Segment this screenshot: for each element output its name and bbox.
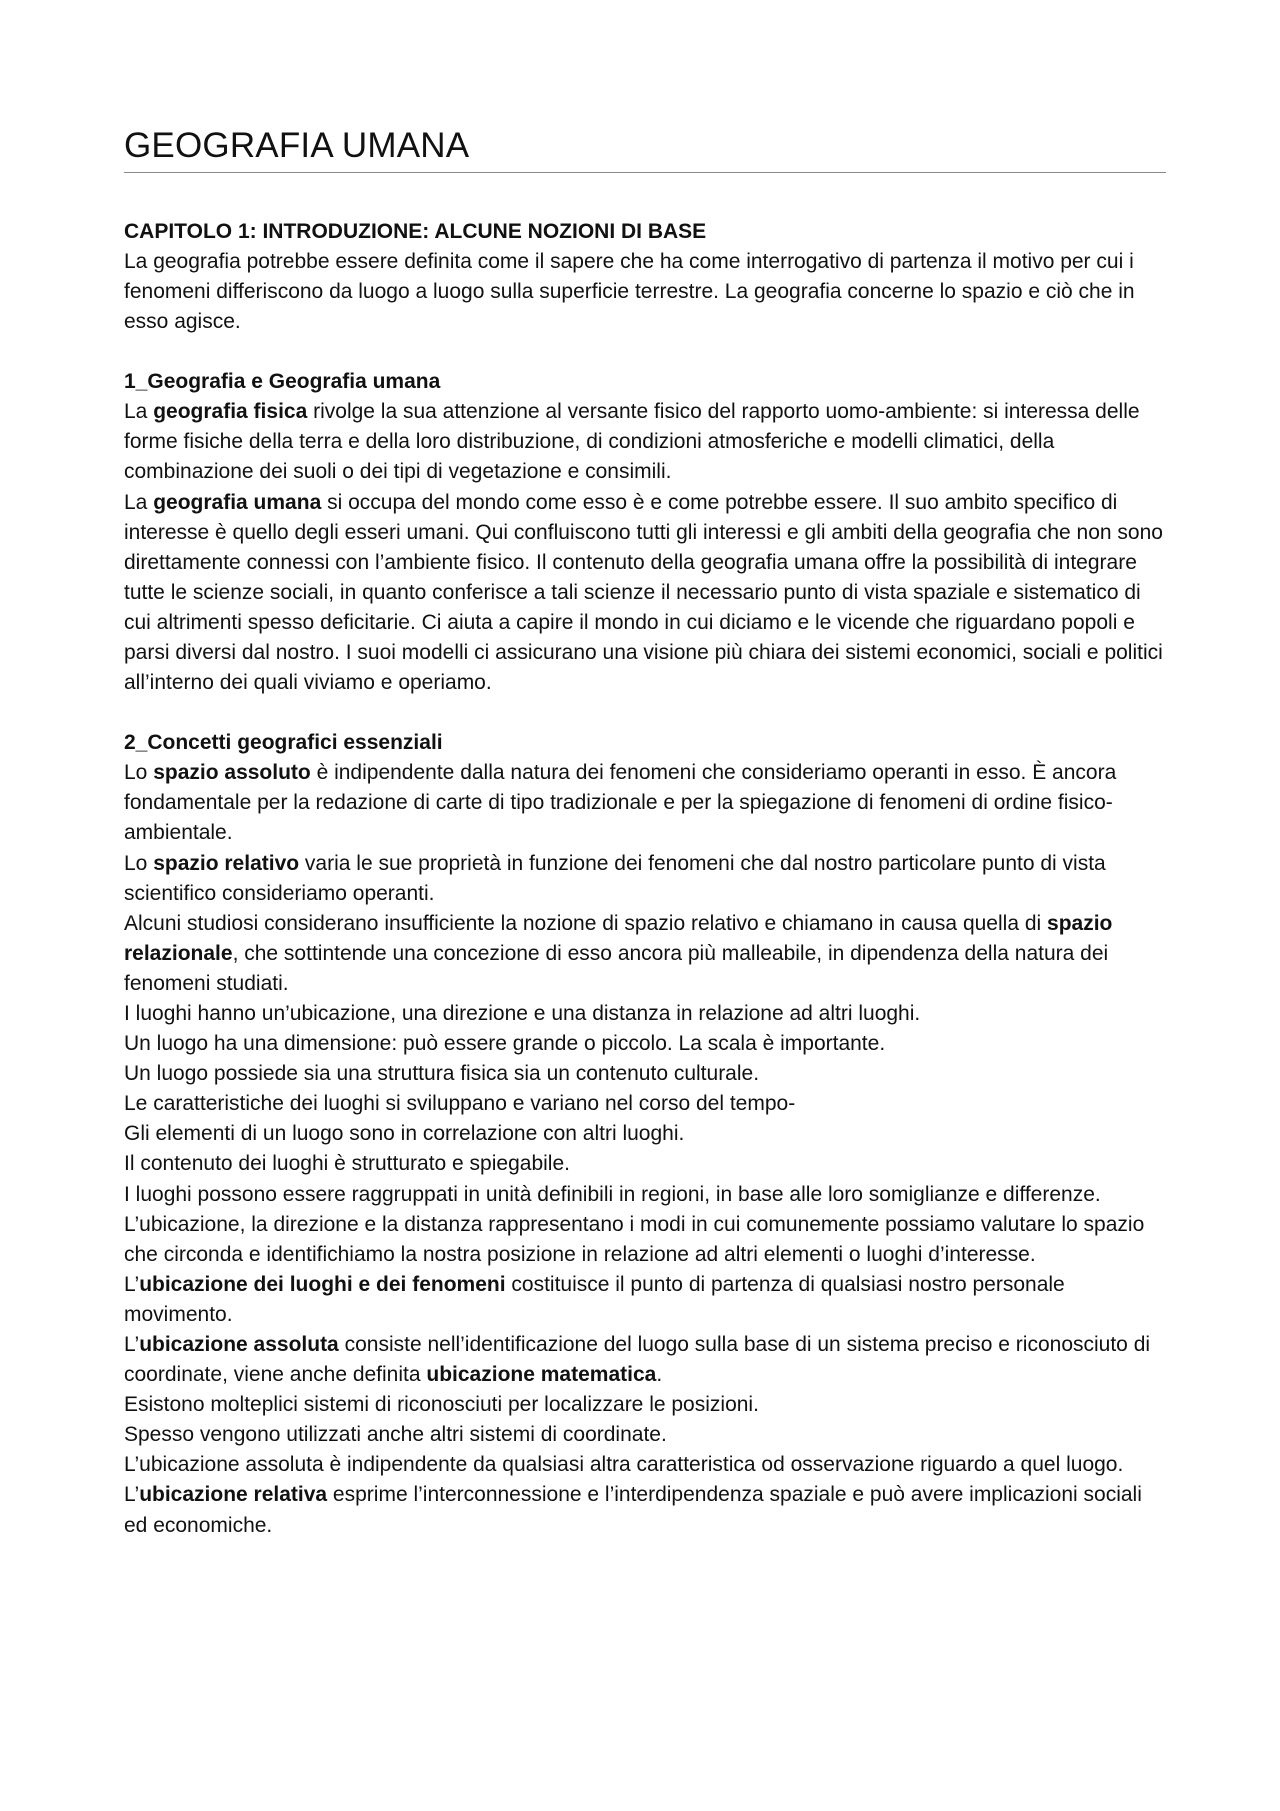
section-2-heading: 2_Concetti geografici essenziali bbox=[124, 731, 443, 755]
bold-term: geografia umana bbox=[153, 490, 322, 514]
bold-term: spazio relativo bbox=[153, 851, 300, 875]
line: Esistono molteplici sistemi di riconosciuti per localizzare le posizioni. bbox=[124, 1393, 759, 1417]
text: La bbox=[124, 490, 154, 514]
line: I luoghi possono essere raggruppati in unità definibili in regioni, in base alle loro somiglianze e differenze. bbox=[124, 1182, 1101, 1206]
text: costituisce il punto di partenza di qualsiasi nostro personale movimento. bbox=[124, 1272, 1065, 1326]
text: L’ bbox=[124, 1333, 140, 1356]
text: Lo bbox=[124, 851, 154, 875]
text: Alcuni studiosi considerano insufficiente la nozione di spazio relativo e chiamano in causa quella di bbox=[124, 911, 1048, 935]
text: si occupa del mondo come esso è e come potrebbe essere. Il suo ambito specifico di interesse è quello degli esseri umani. Qui confluiscono tutti gli interessi e gli ambiti della geografia che non sono direttamente connessi con l’ambiente fisico. Il contenuto della geografia umana offre la possibilità di integrare tutte le scienze sociali, in quanto conferisce a tali scienze il necessario punto di vista spaziale e sistematico di cui altrimenti spesso deficitarie. Ci aiuta a capire il mondo in cui diciamo e le vicende che riguardano popoli e parsi diversi dal nostro. I suoi modelli ci assicurano una visione più chiara dei sistemi economici, sociali e politici all’interno dei quali viviamo e operiamo. bbox=[124, 490, 1163, 695]
line: Il contenuto dei luoghi è strutturato e spiegabile. bbox=[124, 1152, 570, 1176]
text: esprime l’interconnessione e l’interdipendenza spaziale e può avere implicazioni sociali ed economiche. bbox=[124, 1483, 1142, 1537]
paragraph-ubicazione-luoghi bbox=[124, 1270, 1166, 1330]
document-title: GEOGRAFIA UMANA bbox=[124, 124, 1166, 173]
text: L’ bbox=[124, 1483, 140, 1507]
bold-term: spazio assoluto bbox=[153, 761, 311, 785]
line: Un luogo possiede sia una struttura fisica sia un contenuto culturale. bbox=[124, 1062, 760, 1086]
bold-term: ubicazione matematica bbox=[426, 1363, 657, 1387]
paragraph-geografia-umana bbox=[124, 488, 1166, 699]
paragraph-ubicazione-relativa bbox=[124, 1480, 1166, 1540]
text: rivolge la sua attenzione al versante fisico del rapporto uomo-ambiente: si interessa delle forme fisiche della terra e della loro distribuzione, di condizioni atmosferiche e modelli climatici, della combinazione dei suoli o dei tipi di vegetazione e consimili. bbox=[124, 400, 1140, 484]
section-1-heading: 1_Geografia e Geografia umana bbox=[124, 370, 441, 394]
line: I luoghi hanno un’ubicazione, una direzione e una distanza in relazione ad altri luoghi. bbox=[124, 1001, 921, 1025]
text: varia le sue proprietà in funzione dei fenomeni che dal nostro particolare punto di vista scientifico consideriamo operanti. bbox=[124, 851, 1106, 905]
paragraph-ubicazione-assoluta bbox=[124, 1330, 1166, 1390]
chapter-intro: La geografia potrebbe essere definita come il sapere che ha come interrogativo di partenza il motivo per cui i fenomeni differiscono da luogo a luogo sulla superficie terrestre. La geografia concerne lo spazio e ciò che in esso agisce. bbox=[124, 250, 1135, 334]
line: L’ubicazione assoluta è indipendente da qualsiasi altra caratteristica od osservazione riguardo a quel luogo. bbox=[124, 1453, 1124, 1477]
document-page bbox=[124, 124, 1166, 1541]
paragraph-spazio-relazionale bbox=[124, 909, 1166, 999]
paragraph-spazio-relativo bbox=[124, 849, 1166, 909]
text: La bbox=[124, 400, 154, 424]
paragraph-geografia-fisica bbox=[124, 397, 1166, 487]
paragraph-spazio-assoluto bbox=[124, 758, 1166, 848]
line: Un luogo ha una dimensione: può essere grande o piccolo. La scala è importante. bbox=[124, 1032, 886, 1056]
bold-term: geografia fisica bbox=[153, 400, 308, 424]
bold-term: ubicazione dei luoghi e dei fenomeni bbox=[139, 1272, 506, 1296]
text: , che sottintende una concezione di esso ancora più malleabile, in dipendenza della natura dei fenomeni studiati. bbox=[124, 941, 1109, 995]
line: Spesso vengono utilizzati anche altri sistemi di coordinate. bbox=[124, 1423, 667, 1447]
chapter-heading: CAPITOLO 1: INTRODUZIONE: ALCUNE NOZIONI DI BASE bbox=[124, 220, 707, 243]
bold-term: ubicazione relativa bbox=[139, 1483, 328, 1507]
text: . bbox=[656, 1363, 663, 1387]
bold-term: spazio relazionale bbox=[124, 911, 1113, 965]
line: L’ubicazione, la direzione e la distanza rappresentano i modi in cui comunemente possiamo valutare lo spazio che circonda e identifichiamo la nostra posizione in relazione ad altri elementi o luoghi d’interesse. bbox=[124, 1212, 1145, 1266]
text: consiste nell’identificazione del luogo sulla base di un sistema preciso e riconosciuto di coordinate, viene anche definita bbox=[124, 1333, 1151, 1387]
line: Gli elementi di un luogo sono in correlazione con altri luoghi. bbox=[124, 1122, 685, 1146]
text: è indipendente dalla natura dei fenomeni che consideriamo operanti in esso. È ancora fondamentale per la redazione di carte di tipo tradizionale e per la spiegazione di fenomeni di ordine fisico-ambientale. bbox=[124, 761, 1117, 845]
text: L’ bbox=[124, 1272, 140, 1296]
text: Lo bbox=[124, 761, 154, 785]
line: Le caratteristiche dei luoghi si sviluppano e variano nel corso del tempo- bbox=[124, 1092, 796, 1116]
bold-term: ubicazione assoluta bbox=[139, 1333, 339, 1356]
